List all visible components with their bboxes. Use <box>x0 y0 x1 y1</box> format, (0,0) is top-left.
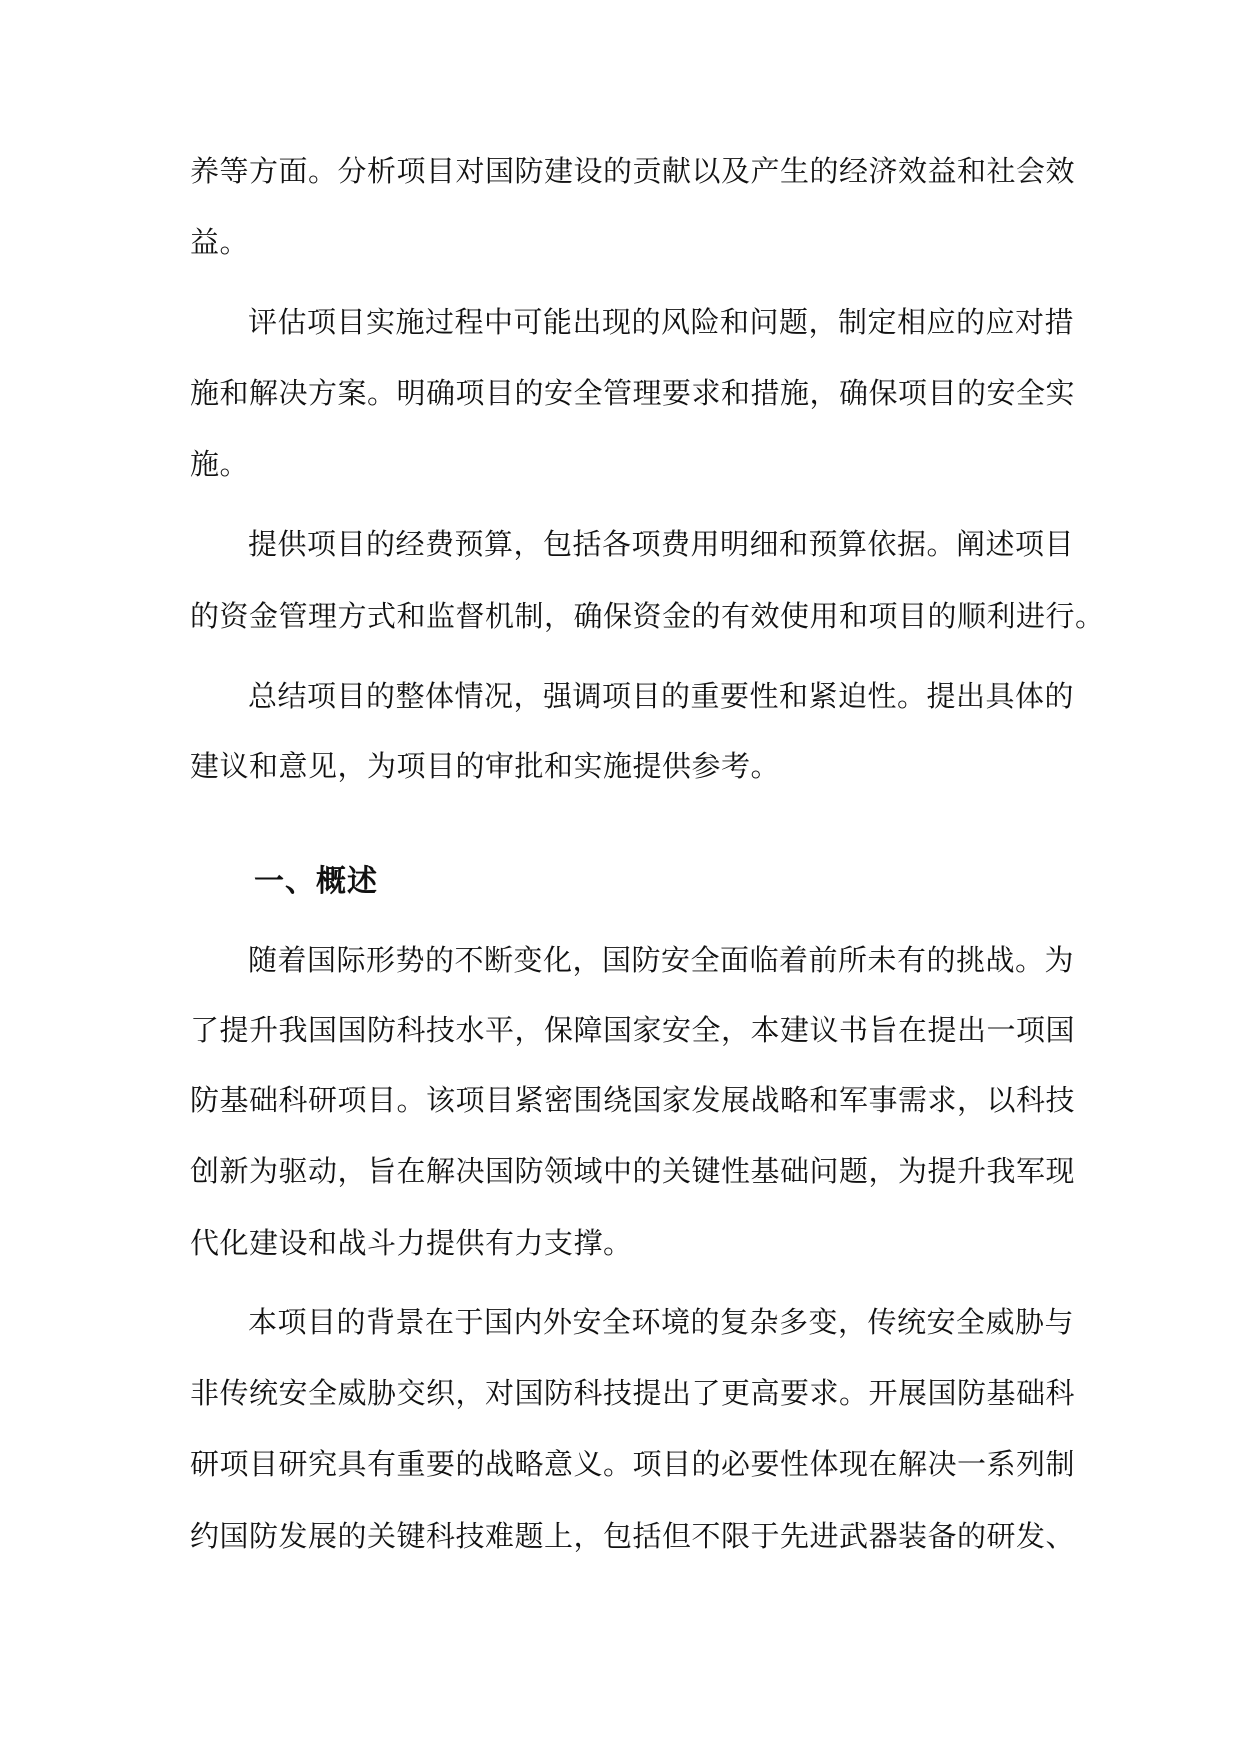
section-heading: 一、概述 <box>254 864 378 899</box>
paragraph-5-line-1: 随着国际形势的不断变化，国防安全面临着前所未有的挑战。为 <box>248 943 1075 977</box>
paragraph-3-line-1: 提供项目的经费预算，包括各项费用明细和预算依据。阐述项目 <box>248 527 1075 561</box>
paragraph-6-line-2: 非传统安全威胁交织，对国防科技提出了更高要求。开展国防基础科 <box>190 1376 1076 1410</box>
paragraph-3-line-2: 的资金管理方式和监督机制，确保资金的有效使用和项目的顺利进行。 <box>190 599 1105 633</box>
paragraph-4-line-2: 建议和意见，为项目的审批和实施提供参考。 <box>190 749 781 783</box>
paragraph-5-line-2: 了提升我国国防科技水平，保障国家安全，本建议书旨在提出一项国 <box>190 1013 1076 1047</box>
paragraph-6-line-4: 约国防发展的关键科技难题上，包括但不限于先进武器装备的研发、 <box>190 1519 1076 1553</box>
paragraph-6-line-1: 本项目的背景在于国内外安全环境的复杂多变，传统安全威胁与 <box>248 1305 1075 1339</box>
paragraph-2-line-1: 评估项目实施过程中可能出现的风险和问题，制定相应的应对措 <box>248 305 1075 339</box>
paragraph-1-line-2: 益。 <box>190 225 250 259</box>
paragraph-6-line-3: 研项目研究具有重要的战略意义。项目的必要性体现在解决一系列制 <box>190 1447 1076 1481</box>
paragraph-1-line-1: 养等方面。分析项目对国防建设的贡献以及产生的经济效益和社会效 <box>190 154 1076 188</box>
paragraph-2-line-2: 施和解决方案。明确项目的安全管理要求和措施，确保项目的安全实 <box>190 376 1076 410</box>
paragraph-5-line-5: 代化建设和战斗力提供有力支撑。 <box>190 1226 633 1260</box>
paragraph-4-line-1: 总结项目的整体情况，强调项目的重要性和紧迫性。提出具体的 <box>248 679 1075 713</box>
paragraph-5-line-3: 防基础科研项目。该项目紧密围绕国家发展战略和军事需求，以科技 <box>190 1083 1076 1117</box>
paragraph-2-line-3: 施。 <box>190 447 250 481</box>
paragraph-5-line-4: 创新为驱动，旨在解决国防领域中的关键性基础问题，为提升我军现 <box>190 1154 1076 1188</box>
